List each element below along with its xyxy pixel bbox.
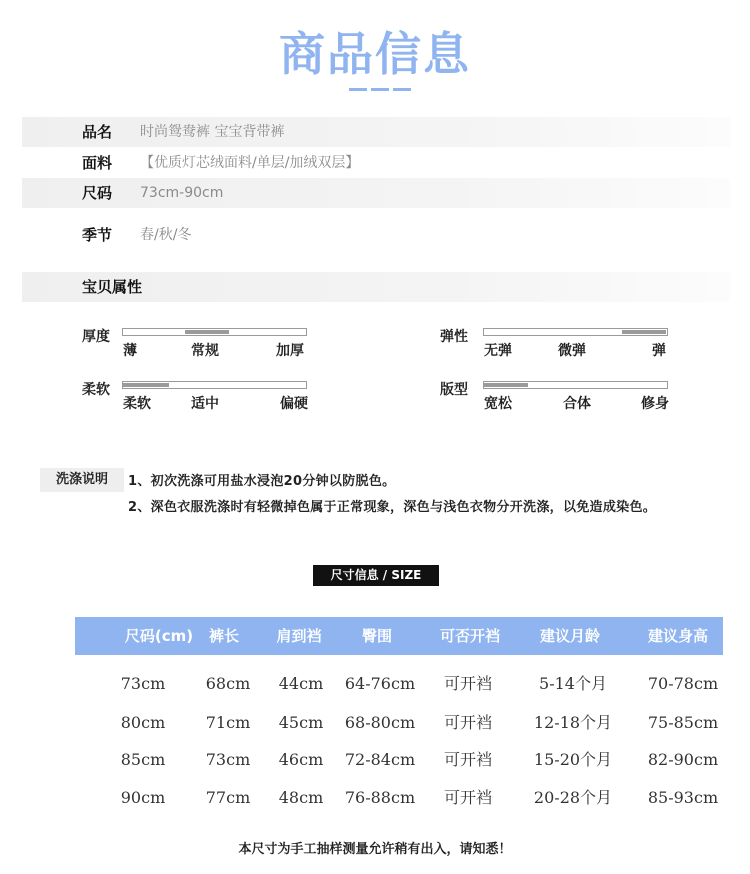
- table-row: [0, 748, 750, 776]
- title-divider: [393, 88, 411, 91]
- cell-length: 73cm: [205, 750, 251, 769]
- info-value-fabric: 【优质灯芯绒面料/单层/加绒双层】: [140, 155, 360, 171]
- cell-height: 75-85cm: [647, 713, 719, 732]
- header-age: 建议月龄: [539, 627, 600, 645]
- softness-scale: [122, 381, 307, 389]
- header-length: 裤长: [208, 627, 239, 645]
- cell-hip: 68-80cm: [344, 713, 416, 732]
- title-divider: [371, 88, 389, 91]
- table-row: [0, 786, 750, 814]
- cell-length: 77cm: [205, 788, 251, 807]
- cell-open-crotch: 可开裆: [443, 674, 492, 693]
- attributes-title: 宝贝属性: [82, 278, 143, 296]
- elasticity-scale: [483, 328, 668, 336]
- info-row-background: [22, 117, 730, 147]
- cell-open-crotch: 可开裆: [443, 788, 492, 807]
- header-height: 建议身高: [647, 627, 708, 645]
- cell-age: 20-28个月: [533, 788, 613, 807]
- cell-shoulder-crotch: 46cm: [278, 750, 324, 769]
- info-label-name: 品名: [82, 123, 113, 141]
- thickness-scale: [122, 328, 307, 336]
- info-label-size: 尺码: [82, 184, 113, 202]
- softness-tick-soft: 柔软: [123, 396, 151, 412]
- cell-age: 5-14个月: [539, 674, 607, 693]
- elasticity-tick-elastic: 弹: [652, 343, 666, 359]
- info-label-fabric: 面料: [82, 154, 113, 172]
- cell-hip: 64-76cm: [344, 674, 416, 693]
- care-line-2: 2、深色衣服洗涤时有轻微掉色属于正常现象，深色与浅色衣物分开洗涤，以免造成染色。: [128, 500, 657, 515]
- fit-scale: [483, 381, 668, 389]
- cell-open-crotch: 可开裆: [443, 750, 492, 769]
- info-row-background: [22, 178, 730, 208]
- measurement-note: 本尺寸为手工抽样测量允许稍有出入，请知悉！: [238, 842, 512, 857]
- header-hip: 臀围: [361, 627, 392, 645]
- thickness-marker: [185, 330, 229, 334]
- size-info-tag: 尺寸信息 / SIZE: [313, 565, 439, 586]
- softness-marker: [123, 383, 169, 387]
- cell-shoulder-crotch: 44cm: [278, 674, 324, 693]
- elasticity-tick-none: 无弹: [484, 343, 512, 359]
- cell-shoulder-crotch: 48cm: [278, 788, 324, 807]
- cell-age: 12-18个月: [533, 713, 613, 732]
- softness-tick-stiff: 偏硬: [280, 396, 308, 412]
- info-value-name: 时尚鸳鸯裤 宝宝背带裤: [140, 124, 285, 140]
- info-label-season: 季节: [82, 226, 113, 244]
- info-value-season: 春/秋/冬: [140, 227, 192, 243]
- fit-tick-slim: 修身: [641, 396, 669, 412]
- slider-label-thickness: 厚度: [82, 329, 110, 345]
- info-value-size: 73cm-90cm: [140, 185, 224, 201]
- cell-size: 80cm: [120, 713, 166, 732]
- fit-tick-regular: 合体: [563, 396, 591, 412]
- cell-height: 70-78cm: [647, 674, 719, 693]
- size-table-header: [75, 617, 723, 655]
- slider-label-softness: 柔软: [82, 382, 110, 398]
- table-row: [0, 711, 750, 739]
- title-divider: [349, 88, 367, 91]
- care-instructions-label: 洗涤说明: [40, 468, 124, 492]
- header-size: 尺码(cm): [124, 627, 194, 645]
- fit-marker: [484, 383, 528, 387]
- elasticity-marker: [622, 330, 666, 334]
- elasticity-tick-slight: 微弹: [558, 343, 586, 359]
- softness-tick-medium: 适中: [191, 396, 219, 412]
- cell-size: 73cm: [120, 674, 166, 693]
- cell-hip: 76-88cm: [344, 788, 416, 807]
- thickness-tick-regular: 常规: [191, 343, 219, 359]
- header-open-crotch: 可否开裆: [439, 627, 500, 645]
- thickness-tick-thick: 加厚: [276, 343, 304, 359]
- care-line-1: 1、初次洗涤可用盐水浸泡20分钟以防脱色。: [128, 474, 396, 489]
- cell-open-crotch: 可开裆: [443, 713, 492, 732]
- cell-shoulder-crotch: 45cm: [278, 713, 324, 732]
- table-row: [0, 672, 750, 700]
- fit-tick-loose: 宽松: [484, 396, 512, 412]
- header-shoulder-crotch: 肩到裆: [276, 627, 322, 645]
- cell-age: 15-20个月: [533, 750, 613, 769]
- cell-length: 68cm: [205, 674, 251, 693]
- cell-size: 85cm: [120, 750, 166, 769]
- slider-label-fit: 版型: [440, 382, 468, 398]
- cell-size: 90cm: [120, 788, 166, 807]
- cell-length: 71cm: [205, 713, 251, 732]
- cell-height: 82-90cm: [647, 750, 719, 769]
- cell-height: 85-93cm: [647, 788, 719, 807]
- thickness-tick-thin: 薄: [123, 343, 137, 359]
- page-title: 商品信息: [279, 27, 471, 81]
- slider-label-elasticity: 弹性: [440, 329, 468, 345]
- cell-hip: 72-84cm: [344, 750, 416, 769]
